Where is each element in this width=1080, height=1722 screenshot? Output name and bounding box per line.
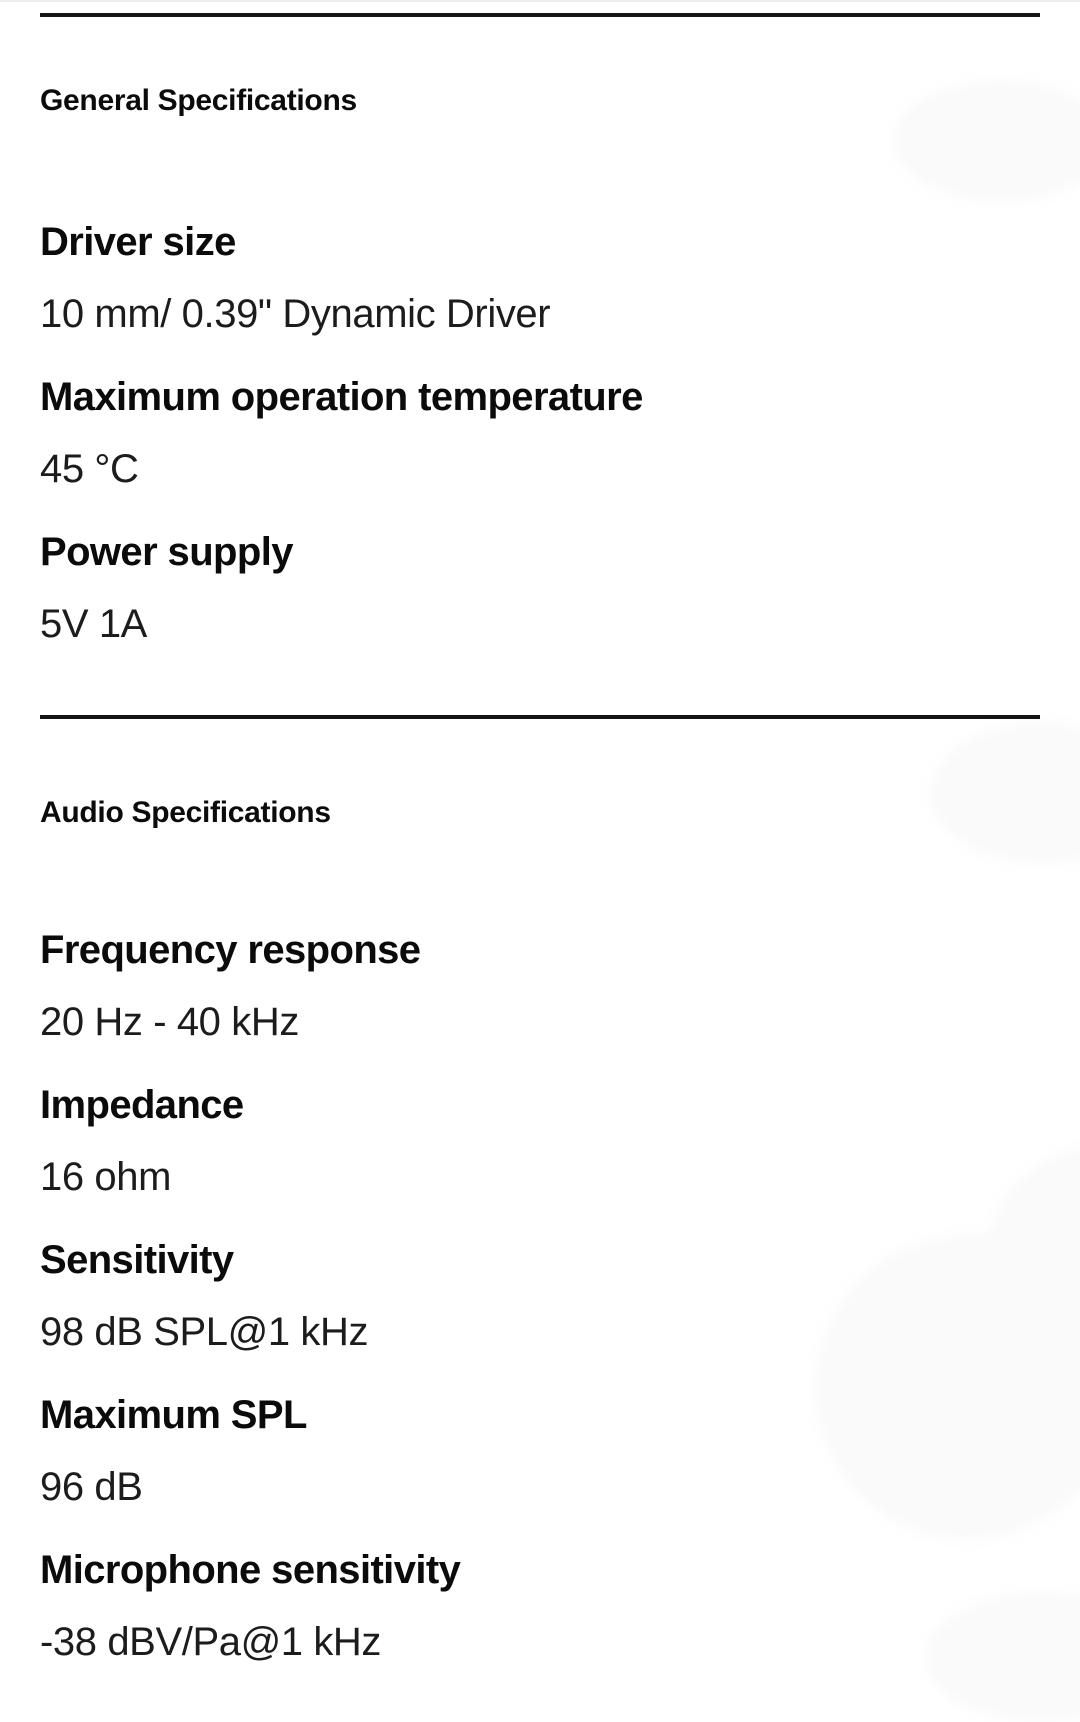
audio-specifications-section xyxy=(40,795,1040,1665)
spec-item-driver-size xyxy=(40,219,1040,337)
audio-spec-list xyxy=(40,927,1040,1665)
top-divider xyxy=(40,13,1040,17)
spec-value: 98 dB SPL@1 kHz xyxy=(40,1310,369,1354)
spec-label: Driver size xyxy=(40,220,236,264)
spec-item-impedance xyxy=(40,1082,1040,1200)
spec-label: Frequency response xyxy=(40,928,421,972)
spec-label: Power supply xyxy=(40,530,293,574)
spec-label: Maximum operation temperature xyxy=(40,375,643,419)
product-specs-page xyxy=(0,13,1080,1665)
spec-item-power-supply xyxy=(40,529,1040,647)
spec-value: 10 mm/ 0.39" Dynamic Driver xyxy=(40,292,551,336)
general-section-title: General Specifications xyxy=(40,84,357,117)
spec-value: 96 dB xyxy=(40,1465,143,1509)
spec-label: Impedance xyxy=(40,1083,244,1127)
spec-value: 45 °C xyxy=(40,447,139,491)
spec-value: 5V 1A xyxy=(40,602,147,646)
spec-value: 16 ohm xyxy=(40,1155,172,1199)
spec-item-sensitivity xyxy=(40,1237,1040,1355)
spec-item-microphone-sensitivity xyxy=(40,1547,1040,1665)
spec-label: Maximum SPL xyxy=(40,1393,307,1437)
spec-label: Microphone sensitivity xyxy=(40,1548,461,1592)
top-edge-hairline xyxy=(0,0,1080,2)
spec-value: 20 Hz - 40 kHz xyxy=(40,1000,299,1044)
spec-value: -38 dBV/Pa@1 kHz xyxy=(40,1620,382,1664)
spec-label: Sensitivity xyxy=(40,1238,234,1282)
spec-item-frequency-response xyxy=(40,927,1040,1045)
spec-item-maximum-spl xyxy=(40,1392,1040,1510)
general-specifications-section xyxy=(40,83,1040,647)
section-divider xyxy=(40,715,1040,719)
audio-section-title: Audio Specifications xyxy=(40,796,331,829)
spec-item-max-operation-temperature xyxy=(40,374,1040,492)
general-spec-list xyxy=(40,219,1040,647)
